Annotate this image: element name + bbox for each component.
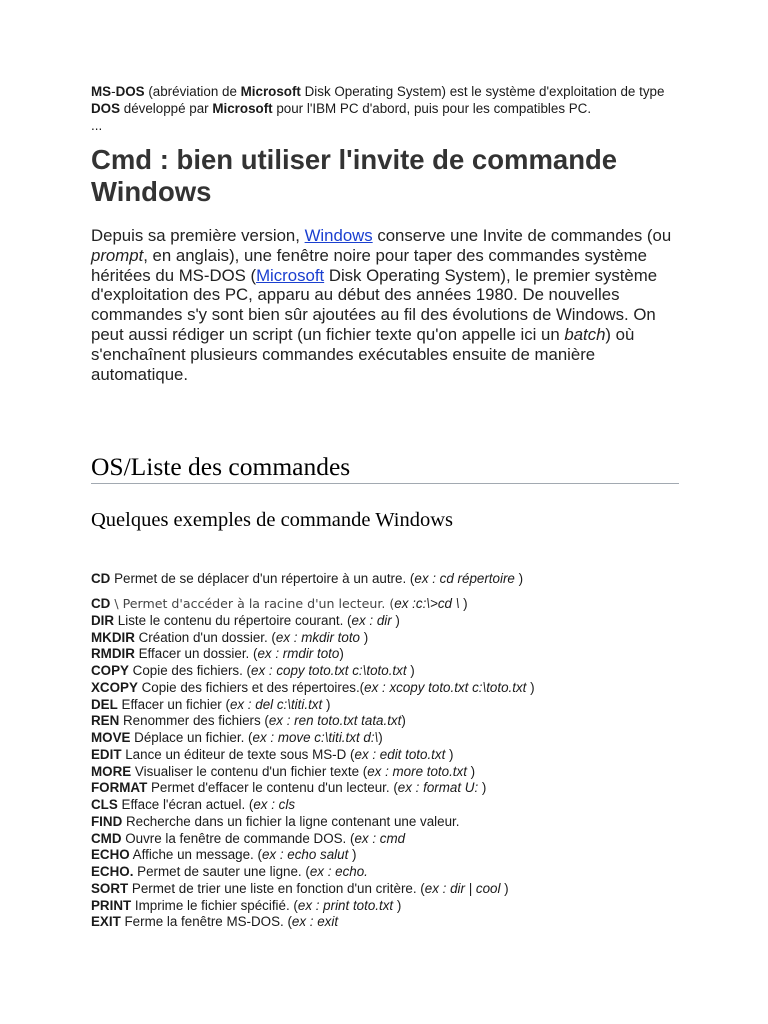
command-example: ex : cls [253,797,296,812]
command-row [91,697,681,714]
command-example: ex : edit toto.txt [354,746,446,762]
command-example: ex : echo. [309,864,368,879]
command-desc: Permet d'effacer le contenu d'un lecteur. ( [147,780,398,796]
command-end: ) [348,847,357,863]
command-desc: Ferme la fenêtre MS-DOS. ( [120,914,292,930]
command-row [91,764,681,781]
command-row [91,780,681,797]
command-row [91,613,681,630]
command-name: ECHO. [91,864,134,879]
article-title: Cmd : bien utiliser l'invite de commande Windows [91,144,618,207]
command-example: ex : format U: [397,780,479,796]
command-example: ex : dir [351,612,392,628]
command-desc: Efface l'écran actuel. ( [117,797,254,812]
paragraph-text: Disk Operating System), le premier système d'exploitation des PC, apparu au début des années 1980. De nouvelles commandes s'y sont bien sûr ajoutées au fil des évolutions de Windows. On peut aussi rédiger un script (un fichier texte qu'on appelle ici un [91,265,658,344]
microsoft-link[interactable]: Microsoft [256,265,325,285]
command-name: FORMAT [91,780,148,796]
command-desc: Lance un éditeur de texte sous MS-D ( [121,746,355,762]
command-row [91,646,681,663]
command-example: ex :c:\>cd \ [394,596,460,611]
command-desc: Copie des fichiers. ( [128,663,252,678]
command-desc: Affiche un message. ( [129,847,262,863]
command-end: ) [391,612,400,628]
command-row [91,847,681,864]
command-example: ex : copy toto.txt c:\toto.txt [251,663,407,678]
command-end: ) [466,763,476,779]
command-example: ex : print toto.txt [297,897,394,913]
command-example: ex : exit [291,914,339,930]
command-desc: Ouvre la fenêtre de commande DOS. ( [121,830,355,846]
command-example: ex : echo salut [261,847,349,863]
command-list [91,596,681,931]
command-desc: Permet de trier une liste en fonction d'un critère. ( [128,880,425,896]
command-end: ) [339,646,344,662]
command-example: ex : mkdir toto [275,629,360,645]
dash-text: - [111,84,116,99]
command-desc: Imprime le fichier spécifié. ( [131,897,298,913]
command-name: XCOPY [91,679,138,695]
command-name: SORT [91,880,129,896]
command-end: ) [393,897,402,913]
section-subtitle: Quelques exemples de commande Windows [91,509,454,531]
command-example: ex : move c:\titi.txt d:\ [252,730,379,745]
command-row [91,797,681,814]
command-desc: Visualiser le contenu d'un fichier texte ( [131,763,368,779]
microsoft-text: Microsoft [240,84,301,99]
dos-text: DOS [115,84,145,99]
dos-text: DOS [91,101,121,116]
command-example: ex : more toto.txt [367,763,467,779]
command-row [91,630,681,647]
command-row [91,864,681,881]
microsoft-text: Microsoft [212,101,273,116]
command-end: ) [500,880,509,896]
command-name: RMDIR [91,646,135,662]
command-end: ) [445,746,454,762]
command-end: ) [478,780,487,796]
command-desc: Effacer un dossier. ( [134,646,258,662]
command-desc: Copie des fichiers et des répertoires.( [137,679,365,695]
command-end: ) [459,596,468,611]
intro-text: (abréviation de [144,84,241,99]
command-name: CLS [91,797,118,812]
command-end: ) [378,730,383,745]
command-name: DEL [91,696,118,712]
intro-text: développé par [120,101,213,116]
command-name: CD [91,596,111,611]
command-desc: Permet de se déplacer d'un répertoire à un autre. ( [110,571,415,586]
command-row [91,814,681,831]
command-row [91,713,681,730]
intro-paragraph [91,83,681,134]
command-name: PRINT [91,897,132,913]
command-row [91,596,681,613]
command-example: ex : xcopy toto.txt c:\toto.txt [364,679,527,695]
command-example: ex : ren toto.txt tata.txt [268,713,402,729]
command-name: MKDIR [91,629,135,645]
ms-text: MS [91,84,112,99]
command-desc: Permet de sauter une ligne. ( [133,864,310,879]
command-row [91,898,681,915]
intro-text: pour l'IBM PC d'abord, puis pour les compatibles PC. [272,101,592,116]
command-name: REN [91,713,120,729]
command-end: ) [401,713,406,729]
command-name: CD [91,571,111,586]
command-example: ex : dir | cool [424,880,501,896]
command-example: ex : cmd [354,830,406,846]
command-end: ) [406,663,415,678]
command-name: EDIT [91,746,122,762]
command-example: ex : rmdir toto [257,646,340,662]
command-row [91,570,681,587]
command-name: CMD [91,830,122,846]
command-name: DIR [91,612,115,628]
command-name: MOVE [91,730,131,745]
section-title: OS/Liste des commandes [91,452,679,484]
command-end: ) [514,571,524,586]
command-name: EXIT [91,914,121,930]
paragraph-text: ) où s'enchaînent plusieurs commandes exécutables ensuite de manière automatique. [91,324,635,384]
intro-text: Disk Operating System) est le système d'exploitation de type [300,84,665,99]
command-name: COPY [91,663,129,678]
windows-link[interactable]: Windows [304,226,373,245]
command-row [91,663,681,680]
command-row [91,831,681,848]
command-name: MORE [91,763,132,779]
command-desc: \ Permet d'accéder à la racine d'un lecteur. ( [110,596,395,611]
command-desc: Déplace un fichier. ( [130,730,253,745]
article-paragraph [91,226,681,384]
command-name: FIND [91,813,123,829]
command-end: ) [360,629,369,645]
command-end: ) [322,696,331,712]
command-desc: Renommer des fichiers ( [119,713,269,729]
command-example: ex : del c:\titi.txt [229,696,323,712]
command-name: ECHO [91,847,130,863]
command-desc: Création d'un dossier. ( [134,629,276,645]
prompt-term: prompt [91,245,144,265]
command-desc: Recherche dans un fichier la ligne contenant une valeur. [122,813,460,829]
command-desc: Effacer un fichier ( [117,696,230,712]
command-row [91,680,681,697]
paragraph-text: , en anglais), une fenêtre noire pour taper des commandes système héritées du MS-DOS ( [91,245,647,285]
command-row [91,747,681,764]
command-desc: Liste le contenu du répertoire courant. ( [114,612,352,628]
command-end: ) [526,679,535,695]
paragraph-text: conserve une Invite de commandes (ou [372,226,672,245]
batch-term: batch [564,324,606,344]
command-row [91,730,681,747]
paragraph-text: Depuis sa première version, [91,226,305,245]
ellipsis: ... [91,118,103,133]
command-row [91,881,681,898]
command-row [91,914,681,931]
command-example: ex : cd répertoire [414,571,515,586]
